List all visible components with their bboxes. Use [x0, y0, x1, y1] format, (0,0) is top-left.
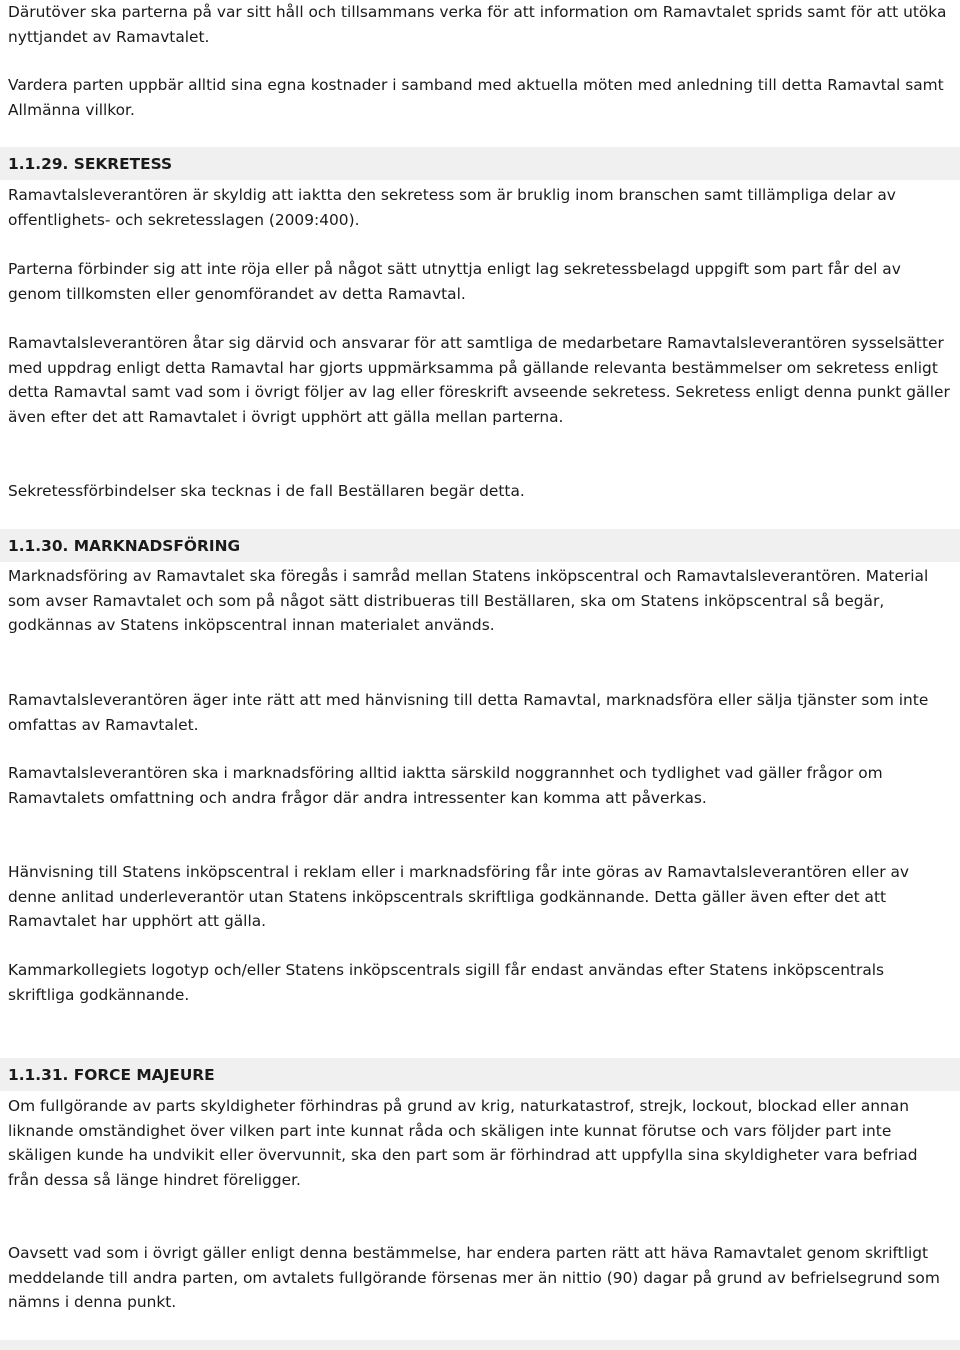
- paragraph-text: Oavsett vad som i övrigt gäller enligt denna bestämmelse, har endera parten rätt att häva Ramavtalet genom skriftligt meddelande till andra parten, om avtalets fullgörande försenas mer än nittio (90) dagar på grund av befrielsegrund som nämns i denna punkt.: [8, 1244, 940, 1311]
- section-heading-marknadsforing: [0, 529, 960, 562]
- sekretess-paragraph-1: [8, 183, 953, 232]
- sekretess-paragraph-3: [8, 331, 953, 429]
- paragraph-text: Vardera parten uppbär alltid sina egna kostnader i samband med aktuella möten med anledning till detta Ramavtal samt Allmänna villkor.: [8, 76, 944, 119]
- paragraph-text: Ramavtalsleverantören äger inte rätt att med hänvisning till detta Ramavtal, marknadsföra eller sälja tjänster som inte omfattas av Ramavtalet.: [8, 691, 929, 734]
- paragraph-text: Parterna förbinder sig att inte röja eller på något sätt utnyttja enligt lag sekretessbelagd uppgift som part får del av genom tillkomsten eller genomförandet av detta Ramavtal.: [8, 260, 901, 303]
- section-title: 1.1.29. SEKRETESS: [8, 155, 173, 173]
- paragraph-text: Om fullgörande av parts skyldigheter förhindras på grund av krig, naturkatastrof, strejk, lockout, blockad eller annan liknande omständighet över vilken part inte kunnat råda och skäligen inte kunnat förutse och vars följder part inte skäligen kunde ha undvikit eller övervunnit, ska den part som är förhindrad att uppfylla sina skyldigheter vara befriad från dessa så länge hindret föreligger.: [8, 1097, 918, 1189]
- marknadsforing-paragraph-1: [8, 564, 953, 638]
- section-heading-force-majeure: [0, 1058, 960, 1091]
- section-title: 1.1.30. MARKNADSFÖRING: [8, 537, 241, 555]
- marknadsforing-paragraph-2: [8, 688, 953, 737]
- section-heading-sekretess: [0, 147, 960, 180]
- marknadsforing-paragraph-5: [8, 958, 953, 1007]
- sekretess-paragraph-4: [8, 479, 953, 504]
- page-footer-divider: [0, 1340, 960, 1350]
- paragraph-text: Kammarkollegiets logotyp och/eller Statens inköpscentrals sigill får endast användas efter Statens inköpscentrals skriftliga godkännande.: [8, 961, 885, 1004]
- paragraph-text: Därutöver ska parterna på var sitt håll och tillsammans verka för att information om Ramavtalet sprids samt för att utöka nyttjandet av Ramavtalet.: [8, 3, 947, 46]
- intro-paragraph-2: [8, 73, 953, 122]
- paragraph-text: Hänvisning till Statens inköpscentral i reklam eller i marknadsföring får inte göras av Ramavtalsleverantören eller av denne anlitad underleverantör utan Statens inköpscentrals skriftliga godkännande. Detta gäller även efter det att Ramavtalet har upphört att gälla.: [8, 863, 910, 930]
- paragraph-text: Sekretessförbindelser ska tecknas i de fall Beställaren begär detta.: [8, 482, 525, 500]
- paragraph-text: Ramavtalsleverantören är skyldig att iaktta den sekretess som är bruklig inom branschen samt tillämpliga delar av offentlighets- och sekretesslagen (2009:400).: [8, 186, 896, 229]
- paragraph-text: Ramavtalsleverantören ska i marknadsföring alltid iaktta särskild noggrannhet och tydlighet vad gäller frågor om Ramavtalets omfattning och andra frågor där andra intressenter kan komma att påverkas.: [8, 764, 883, 807]
- paragraph-text: Ramavtalsleverantören åtar sig därvid och ansvarar för att samtliga de medarbetare Ramavtalsleverantören sysselsätter med uppdrag enligt detta Ramavtal har gjorts uppmärksamma på gällande relevanta bestämmelser om sekretess enligt detta Ramavtal samt vad som i övrigt följer av lag eller föreskrift avseende sekretess. Sekretess enligt denna punkt gäller även efter det att Ramavtalet i övrigt upphört att gälla mellan parterna.: [8, 334, 950, 426]
- intro-paragraph-1: [8, 0, 953, 49]
- marknadsforing-paragraph-4: [8, 860, 953, 934]
- marknadsforing-paragraph-3: [8, 761, 953, 810]
- section-title: 1.1.31. FORCE MAJEURE: [8, 1066, 215, 1084]
- force-majeure-paragraph-1: [8, 1094, 953, 1192]
- paragraph-text: Marknadsföring av Ramavtalet ska föregås i samråd mellan Statens inköpscentral och Ramavtalsleverantören. Material som avser Ramavtalet och som på något sätt distribueras till Beställaren, ska om Statens inköpscentral så begär, godkännas av Statens inköpscentral innan materialet används.: [8, 567, 929, 634]
- sekretess-paragraph-2: [8, 257, 953, 306]
- force-majeure-paragraph-2: [8, 1241, 953, 1315]
